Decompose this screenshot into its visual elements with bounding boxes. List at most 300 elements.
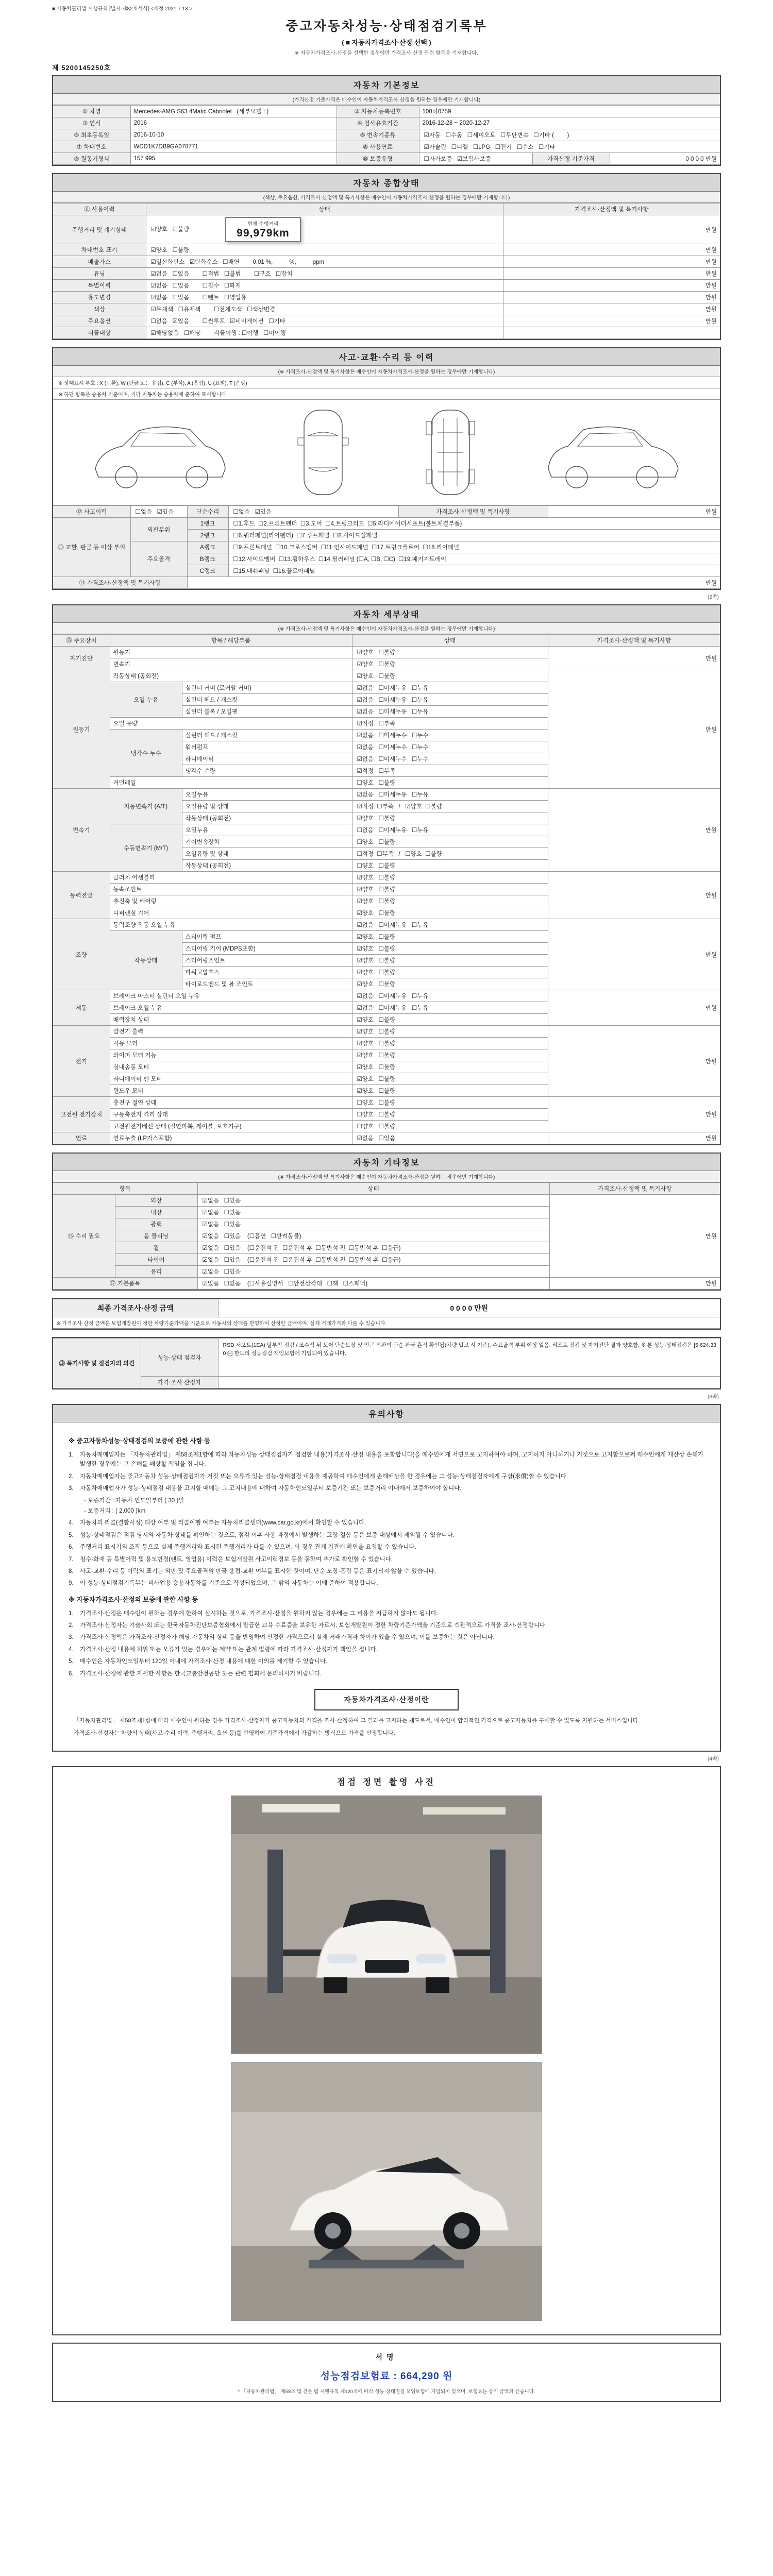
- fee-label: 성능점검보험료 :: [320, 2370, 397, 2382]
- value-cell: ☑양호 ☐불량: [352, 907, 548, 919]
- replacement-area-label: ⑬ 교환, 판금 등 이상 부위: [53, 518, 130, 577]
- current-mileage-label: 현재 주행거리: [247, 222, 279, 227]
- label-cell: 타이어: [115, 1254, 197, 1266]
- overall-status-row: [53, 256, 720, 268]
- value-cell: 실린더 커버 (로커암 커버): [182, 682, 352, 694]
- current-mileage-value: 99,979km: [237, 227, 290, 239]
- value-cell: 오일유량 및 상태: [182, 848, 352, 860]
- signature-section: [52, 2343, 721, 2402]
- remarks-row: [53, 1377, 720, 1388]
- label-cell: 동력전달: [53, 872, 110, 919]
- label-cell: 차대번호 표기: [53, 244, 146, 256]
- detail-status-row: [53, 990, 720, 1002]
- accident-history-section: [52, 347, 721, 590]
- value-cell: ☐적정 ☐부족 / ☐양호 ☐불량: [352, 848, 548, 860]
- model-year-label: ③ 연식: [53, 117, 130, 129]
- value-cell: ☑양호 ☐불량: [352, 895, 548, 907]
- value-cell: ☑해당없음 ☐해당 리콜이행 : ☐이행 ☐미이행: [146, 327, 503, 339]
- value-cell: ☑양호 ☐불량: [352, 1085, 548, 1097]
- value-cell: ☑양호 ☐불량: [352, 658, 548, 670]
- value-cell: 브레이크 마스터 실린더 오일 누유: [110, 990, 352, 1002]
- label-cell: 특별이력: [53, 280, 146, 292]
- misc-info-row: [53, 1195, 720, 1207]
- value-cell: ☑양호 ☐불량: [146, 244, 503, 256]
- label-cell: 배출가스: [53, 256, 146, 268]
- label-cell: 주행거리 및 계기상태: [53, 215, 146, 244]
- label-cell: 가격조사·산정액 및 특기사항: [398, 506, 548, 518]
- notice-item-text: 사고·교환·수리 등 이력의 표기는 외판 및 주요골격의 판금·용접·교환 여부를 표시한 것이며, 단순 도장·흠집 등은 표기되지 않을 수 있습니다.: [80, 1568, 436, 1574]
- inspection-insurance-fee: [53, 2368, 720, 2382]
- label-cell: 항목: [53, 1183, 197, 1195]
- value-cell: ☑없음 ☐있음: [197, 1266, 549, 1278]
- simple-repair-value: ☐없음 ☑있음: [228, 506, 398, 518]
- value-cell: 충전구 절연 상태: [110, 1097, 352, 1109]
- value-cell: ☑양호 ☐불량: [352, 931, 548, 943]
- value-cell: 만원: [548, 1097, 720, 1132]
- value-cell: ☑없음 ☐미세누유 ☐누유: [352, 919, 548, 931]
- value-cell: 만원: [503, 292, 720, 303]
- notice-item-text: 자동차매매업자는 중고자동차 성능·상태점검자가 거짓 또는 오류가 있는 성능·상태점검 내용을 제공하여 매수인에게 손해배상을 한 경우에는 그 성능·상태점검자에게 구상(求償)할 수 있습니다.: [80, 1473, 568, 1480]
- notice-item-text: 가격조사·산정액은 가격조사·산정자가 해당 자동차의 상태 등을 반영하여 산정한 가격으로서 실제 거래가격과 차이가 있을 수 있으며, 이를 보증하는 것은 아닙니다.: [80, 1634, 495, 1641]
- notice-subitem: - 보증거리 : ( 2,000 )km: [84, 1507, 146, 1514]
- accident-history-label: ⑫ 사고이력: [53, 506, 130, 518]
- value-cell: 만원: [548, 506, 720, 518]
- vehicle-name-label: ① 차명: [53, 106, 130, 117]
- vin-value: WDD1K7DB9GA078771: [130, 141, 337, 153]
- vehicle-name-value: Mercedes-AMG S63 4Matic Cabriolet (세부모델 : ): [130, 106, 337, 117]
- value-cell: ☑양호 ☐불량: [352, 670, 548, 682]
- base-price-value: 0 0 0 0 만원: [610, 153, 720, 165]
- overall-status-row: [53, 292, 720, 303]
- overall-status-section: [52, 173, 721, 340]
- document-subtitle: ( ■ 자동차가격조사·산정 선택 ): [342, 39, 431, 46]
- notice-item-text: 자동차의 리콜(결함시정) 대상 여부 및 리콜이행 여부는 자동차리콜센터(www.car.go.kr)에서 확인할 수 있습니다.: [80, 1520, 366, 1527]
- transmission-label: ⑥ 변속기종류: [337, 129, 419, 141]
- document-number: 제 5200145250호: [52, 64, 111, 72]
- value-cell: 브레이크 오일 누유: [110, 1002, 352, 1014]
- value-cell: ☑양호 ☐불량: [352, 812, 548, 824]
- basic-info-subtitle: (가격산정 기준가격은 매수인이 자동차가격조사·산정을 원하는 경우에만 기재합니다): [53, 94, 720, 105]
- state-header: 상태: [146, 204, 503, 215]
- overall-status-row: [53, 268, 720, 280]
- value-cell: 만원: [503, 280, 720, 292]
- overall-status-subtitle: (색상, 주요옵션, 가격조사·산정액 및 특기사항은 매수인이 자동차가격조사·산정을 원하는 경우에만 기재합니다): [53, 192, 720, 203]
- label-cell: 유리: [115, 1266, 197, 1278]
- fee-value: 664,290 원: [400, 2370, 453, 2382]
- notice-item: [69, 1579, 704, 1588]
- value-cell: 구동축전지 격리 상태: [110, 1109, 352, 1121]
- diagram-basis-note: ※ 하단 항목은 승용차 기준이며, 기타 자동차는 승용차에 준하여 표시합니다.: [53, 388, 720, 400]
- accident-history-row: [53, 577, 720, 589]
- value-cell: ☑양호 ☐불량: [352, 943, 548, 955]
- value-cell: 고전원전기배선 상태 (절연피복, 케이블, 보호기구): [110, 1121, 352, 1132]
- basic-info-row: [53, 153, 720, 165]
- notice-item-number: 2.: [69, 1622, 74, 1629]
- value-cell: 작동상태 (공회전): [182, 812, 352, 824]
- value-cell: 만원: [548, 990, 720, 1026]
- remarks-label: ⑱ 특기사항 및 점검자의 의견: [53, 1338, 141, 1388]
- car-diagram-area: [53, 400, 720, 505]
- misc-info-row: [53, 1278, 720, 1290]
- value-cell: 디퍼렌셜 기어: [110, 907, 352, 919]
- accident-history-table: [53, 505, 720, 589]
- value-cell: ☐12.사이드멤버 ☐13.휠하우스 ☐14.필러패널 (☐A, ☐B, ☐C) ☐19.패키지트레이: [228, 553, 720, 565]
- notice-item-number: 9.: [69, 1580, 74, 1587]
- value-cell: ☑없음 ☐있음 ☐침수 ☐화재: [146, 280, 503, 292]
- inspection-photos-title: 점검 정면 촬영 사진: [337, 1777, 436, 1787]
- fuel-value: ☑가솔린 ☐디젤 ☐LPG ☐전기 ☐수소 ☐기타: [419, 141, 720, 153]
- page-marker: (3쪽): [708, 1394, 719, 1400]
- label-cell: 가격조사·산정액 및 특기사항: [549, 1183, 720, 1195]
- value-cell: ☑양호 ☐불량: [352, 978, 548, 990]
- label-cell: C랭크: [187, 565, 228, 577]
- detail-status-table: [53, 634, 720, 1144]
- notice-item: [69, 1621, 704, 1630]
- label-cell: 1랭크: [187, 518, 228, 530]
- value-cell: ☑양호 ☐불량: [352, 1073, 548, 1085]
- car-diagram-right-side: [539, 406, 691, 499]
- value-cell: ☑없음 ☐있음 (☐흡연 ☐반려동물): [197, 1230, 549, 1242]
- label-cell: ⑭ 가격조사·산정액 및 특기사항: [53, 577, 187, 589]
- notice-item-text: 이 성능·상태점검기록부는 비사업용 승용자동차를 기준으로 작성되었으며, 그 밖의 자동차는 이에 준하여 적용합니다.: [80, 1580, 378, 1587]
- label-cell: 연료: [53, 1132, 110, 1144]
- label-cell: 전기: [53, 1026, 110, 1097]
- value-cell: ☑양호 ☐불량: [352, 872, 548, 884]
- value-cell: ☑적정 ☐부족: [352, 765, 548, 777]
- value-cell: 오일유량 및 상태: [182, 801, 352, 812]
- value-cell: 연료누출 (LP가스포함): [110, 1132, 352, 1144]
- value-cell: ☑양호 ☐불량: [352, 955, 548, 967]
- label-cell: ⑮ 주요장치: [53, 635, 110, 647]
- basic-info-row: [53, 106, 720, 117]
- inspection-photos-section: [52, 1766, 721, 2335]
- label-cell: 주요옵션: [53, 315, 146, 327]
- value-cell: ☑없음 ☐미세누유 ☐누유: [352, 682, 548, 694]
- value-cell: ☑없음 ☐미세누수 ☐누수: [352, 730, 548, 741]
- notice-section: [52, 1404, 721, 1752]
- value-cell: ☑없음 ☐미세누유 ☐누유: [352, 694, 548, 706]
- basic-info-row: [53, 129, 720, 141]
- value-cell: ☑양호 ☐불량: [352, 967, 548, 978]
- overall-status-row: [53, 303, 720, 315]
- label-cell: 외판부위: [130, 518, 187, 541]
- value-cell: 만원: [187, 577, 720, 589]
- warranty-type-value: ☐자가보증 ☑보험사보증: [419, 153, 532, 165]
- warranty-type-label: ⑩ 보증유형: [337, 153, 419, 165]
- notice-item-text: 가격조사·산정에 관한 자세한 사항은 한국교통안전공단 또는 관련 협회에 문의하시기 바랍니다.: [80, 1670, 322, 1677]
- value-cell: ☑없음 ☐미세누수 ☐누수: [352, 741, 548, 753]
- remarks-row: [53, 1338, 720, 1377]
- repair-needed-label: ⑯ 수리 필요: [53, 1195, 115, 1278]
- value-cell: 만원: [503, 268, 720, 280]
- plate-value: 100허0759: [419, 106, 720, 117]
- value-cell: 기어변속장치: [182, 836, 352, 848]
- current-mileage-box: [225, 217, 301, 242]
- value-cell: ☑양호 ☐불량: [352, 1014, 548, 1026]
- accident-history-subtitle: (※ 가격조사·산정액 및 특기사항은 매수인이 자동차가격조사·산정을 원하는 경우에만 기재합니다): [53, 366, 720, 377]
- notice-item-number: 5.: [69, 1532, 74, 1538]
- label-cell: 용도변경: [53, 292, 146, 303]
- detail-status-row: [53, 670, 720, 682]
- value-cell: ☑있음 ☐없음 (☐사용설명서 ☐안전삼각대 ☐잭 ☐스패너): [197, 1278, 549, 1290]
- notice-item: [69, 1450, 704, 1469]
- label-cell: 자기진단: [53, 647, 110, 670]
- model-year-value: 2016: [130, 117, 337, 129]
- value-cell: ☑없음 ☐있음: [197, 1195, 549, 1207]
- value-cell: 윈도우 모터: [110, 1085, 352, 1097]
- value-cell: 만원: [548, 919, 720, 990]
- final-price-label: 최종 가격조사·산정 금액: [53, 1299, 218, 1317]
- notice-item-number: 4.: [69, 1646, 74, 1653]
- car-diagram-top: [284, 406, 362, 499]
- final-price-table: [53, 1299, 720, 1329]
- form-reference-note: ■ 자동차관리법 시행규칙 [별지 제82호서식] <개정 2021.7.13.>: [52, 6, 193, 12]
- value-cell: ☑없음 ☐미세누유 ☐누유: [352, 789, 548, 801]
- value-cell: 냉각수 수량: [182, 765, 352, 777]
- notice-body: [53, 1422, 720, 1751]
- value-cell: 실린더 헤드 / 개스킷: [182, 730, 352, 741]
- inspection-photo-front: [231, 1796, 542, 2054]
- value-cell: 실린더 헤드 / 개스킷: [182, 694, 352, 706]
- notice-part-title: ※ 중고자동차성능·상태점검의 보증에 관한 사항 등: [69, 1437, 211, 1445]
- detail-status-row: [53, 789, 720, 801]
- label-cell: B랭크: [187, 553, 228, 565]
- value-cell: 만원: [549, 1195, 720, 1278]
- value-cell: ☐없음 ☐미세누유 ☐누유: [352, 824, 548, 836]
- final-price-value: 0 0 0 0 만원: [218, 1299, 720, 1317]
- inspector-opinion: RSD 서포트(1EA) 탈부착 점검 / 조수석 뒤 도어 단순도장 및 인근 외판의 단순 판금 흔적 확인됨(차량 입고 시 기준). 주요골격 부위 이상 없음, 리프트 점검 및 자기진단 결과 양호함. ※ 본 성능·상태점검은 [5,624,330원] 한도의 성능점검 책임보험에 가입되어 있습니다.: [218, 1338, 720, 1377]
- notice-item-text: 자동차매매업자가 성능·상태점검 내용을 고지할 때에는 그 고지내용에 대하여 자동차인도일부터 보증기간 또는 보증거리 이내에서 보증하여야 합니다.: [80, 1485, 462, 1492]
- value-cell: ☑적정 ☐부족: [352, 718, 548, 730]
- value-cell: 원동기: [110, 647, 352, 658]
- detail-status-title: 자동차 세부상태: [53, 605, 720, 623]
- notice-item-text: 가격조사·산정자는 기술사회 또는 한국자동차진단보증협회에서 발급한 교육 수료증을 보유한 자로서, 보험개발원이 정한 차량기준가액을 기준으로 객관적으로 가격을 조사·산정합니다.: [80, 1622, 547, 1629]
- document-content: [52, 4, 721, 2402]
- page-marker: (2쪽): [708, 595, 719, 600]
- overall-status-row: [53, 204, 720, 215]
- basic-items-label: ⑰ 기본품목: [53, 1278, 197, 1290]
- notice-item-number: 4.: [69, 1520, 74, 1527]
- value-cell: 만원: [503, 256, 720, 268]
- label-cell: 상태: [352, 635, 548, 647]
- value-cell: 만원: [549, 1278, 720, 1290]
- value-cell: ☐양호 ☐불량: [352, 1109, 548, 1121]
- car-diagram-underbody: [412, 406, 489, 499]
- value-cell: ☐6.쿼터패널(리어펜더) ☐7.루프패널 ☐8.사이드실패널: [228, 530, 720, 541]
- notice-part-title: ※ 자동차가격조사·산정의 보증에 관한 사항 등: [69, 1596, 198, 1603]
- label-cell: 외장: [115, 1195, 197, 1207]
- label-cell: 2랭크: [187, 530, 228, 541]
- final-price-note: ※ 가격조사·산정 금액은 보험개발원이 정한 차량기준가액을 기준으로 자동차의 상태를 반영하여 산정한 금액이며, 실제 거래가격과 다를 수 있습니다.: [53, 1317, 720, 1329]
- value-cell: 만원: [503, 215, 720, 244]
- value-cell: ☐양호 ☐불량: [352, 1097, 548, 1109]
- label-cell: 냉각수 누수: [110, 730, 182, 777]
- value-cell: 오일누유: [182, 789, 352, 801]
- value-cell: ☑양호 ☐불량: [352, 647, 548, 658]
- value-cell: 만원: [503, 244, 720, 256]
- overall-status-table: [53, 203, 720, 339]
- value-cell: 파워고압호스: [182, 967, 352, 978]
- label-cell: 광택: [115, 1218, 197, 1230]
- notice-item-text: 가격조사·산정은 매수인이 원하는 경우에 한하여 실시하는 것으로, 가격조사·산정을 원하지 않는 경우에는 그 비용을 지급하지 않아도 됩니다.: [80, 1610, 439, 1617]
- value-cell: 작동상태 (공회전): [110, 670, 352, 682]
- overall-status-row: [53, 215, 720, 244]
- basic-info-table: [53, 105, 720, 165]
- appraiser-opinion: [218, 1377, 720, 1388]
- value-cell: ☑양호 ☐불량: [352, 1038, 548, 1049]
- notice-subitem: - 보증기간 : 자동차 인도일부터 ( 30 )일: [84, 1497, 184, 1504]
- notice-item-number: 7.: [69, 1556, 74, 1563]
- label-cell: 색상: [53, 303, 146, 315]
- notice-item-number: 3.: [69, 1634, 74, 1641]
- value-cell: ☑없음 ☐있음 (☐운전석 전 ☐운전석 후 ☐동반석 전 ☐동반석 후 ☐응급): [197, 1242, 549, 1254]
- notice-item-text: 자동차매매업자는 「자동차관리법」 제58조제1항에 따라 자동차성능·상태점검자가 점검한 내용(가격조사·산정 내용을 포함합니다)을 매수인에게 서면으로 고지하여야 하며, 고지하지 아니하거나 거짓으로 고지함으로써 매수인에게 재산상 손해가 발생한 경우에는 그 손해를 배상할 책임을 집니다.: [80, 1452, 704, 1468]
- detail-status-row: [53, 1026, 720, 1038]
- basic-info-section: [52, 75, 721, 166]
- final-price-row: [53, 1299, 720, 1317]
- value-cell: 등속조인트: [110, 884, 352, 895]
- label-cell: 제동: [53, 990, 110, 1026]
- notice-item-number: 8.: [69, 1568, 74, 1574]
- value-cell: 오일 유량: [110, 718, 352, 730]
- label-cell: 주요골격: [130, 541, 187, 577]
- misc-info-subtitle: (※ 가격조사·산정액 및 특기사항은 매수인이 자동차가격조사·산정을 원하는 경우에만 기재합니다): [53, 1171, 720, 1182]
- notice-item: [69, 1669, 704, 1679]
- value-cell: 스티어링 기어 (MDPS포함): [182, 943, 352, 955]
- value-cell: ☐양호 ☐불량: [352, 1121, 548, 1132]
- inspection-photo-front-frame: [231, 1795, 542, 2054]
- first-registration-value: 2016-10-10: [130, 129, 337, 141]
- label-cell: 자동변속기 (A/T): [110, 789, 182, 824]
- notice-item: [69, 1472, 704, 1481]
- value-cell: ☑무채색 ☐유채색 ☐전체도색 ☐색상변경: [146, 303, 503, 315]
- value-cell: ☑없음 ☐미세누유 ☐누유: [352, 1002, 548, 1014]
- value-cell: 만원: [548, 1026, 720, 1097]
- value-cell: 와이퍼 모터 기능: [110, 1049, 352, 1061]
- notice-item: [69, 1518, 704, 1528]
- value-cell: 만원: [503, 303, 720, 315]
- fuel-label: ⑧ 사용연료: [337, 141, 419, 153]
- notice-item-text: 주행거리 표시기의 조작 등으로 실제 주행거리와 표시된 주행거리가 다를 수 있으며, 이 경우 관계 기관에 확인을 요청할 수 있습니다.: [80, 1544, 416, 1551]
- value-cell: 만원: [503, 315, 720, 327]
- detail-status-row: [53, 872, 720, 884]
- detail-status-row: [53, 647, 720, 658]
- value-cell: 스티어링조인트: [182, 955, 352, 967]
- value-cell: 타이로드엔드 및 볼 조인트: [182, 978, 352, 990]
- notice-item-text: 침수·화재 등 특별이력 및 용도변경(렌트, 영업용) 이력은 보험개발원 사고이력정보 등을 통하여 추가로 확인할 수 있습니다.: [80, 1556, 393, 1563]
- value-cell: ☐없음 ☑있음 ☐썬루프 ☑네비게이션 ☐기타: [146, 315, 503, 327]
- notice-item-text: 매수인은 자동차인도일부터 120일 이내에 가격조사·산정 내용에 대한 이의를 제기할 수 있습니다.: [80, 1658, 328, 1665]
- signature-label: 서명: [375, 2352, 398, 2361]
- notice-item-text: 성능·상태점검은 점검 당시의 자동차 상태를 확인하는 것으로, 점검 이후 사용 과정에서 발생하는 고장·결함 등은 보증 대상에서 제외될 수 있습니다.: [80, 1532, 455, 1538]
- notice-item: [69, 1567, 704, 1576]
- value-cell: ☐15.대쉬패널 ☐16.플로어패널: [228, 565, 720, 577]
- inspector-label: 성능·상태 점검자: [141, 1338, 218, 1377]
- overall-status-row: [53, 244, 720, 256]
- base-price-label: 가격산정 기준가격: [532, 153, 610, 165]
- value-cell: ☑적정 ☐부족 / ☑양호 ☐불량: [352, 801, 548, 812]
- value-cell: 배력장치 상태: [110, 1014, 352, 1026]
- value-cell: 변속기: [110, 658, 352, 670]
- document-title: 중고자동차성능·상태점검기록부: [285, 19, 488, 33]
- engine-type-label: ⑨ 원동기형식: [53, 153, 130, 165]
- notice-item-number: 1.: [69, 1452, 74, 1458]
- value-cell: ☑양호 ☐불량: [352, 1026, 548, 1038]
- notice-item-number: 1.: [69, 1610, 74, 1617]
- notice-item: [69, 1555, 704, 1564]
- value-cell: ☐양호 ☐불량: [352, 777, 548, 789]
- overall-status-row: [53, 315, 720, 327]
- value-cell: ☑없음 ☐있음 ☐렌트 ☐영업용: [146, 292, 503, 303]
- final-price-note-row: [53, 1317, 720, 1329]
- value-cell: ☑없음 ☐미세누유 ☐누유: [352, 990, 548, 1002]
- label-cell: 수동변속기 (M/T): [110, 824, 182, 872]
- inspection-photo-side-frame: [231, 2062, 542, 2321]
- label-cell: 상태: [197, 1183, 549, 1195]
- state-symbol-legend: ※ 상태표시 부호 : X (교환), W (판금 또는 용접), C (부식), A (흠집), U (요철), T (손상): [53, 377, 720, 388]
- basic-info-row: [53, 117, 720, 129]
- value-cell: 실내송풍 모터: [110, 1061, 352, 1073]
- label-cell: 오일 누유: [110, 682, 182, 718]
- simple-repair-label: 단순수리: [187, 506, 228, 518]
- value-cell: 오일누유: [182, 824, 352, 836]
- label-cell: 내장: [115, 1207, 197, 1218]
- value-cell: 만원: [548, 872, 720, 919]
- misc-info-title: 자동차 기타정보: [53, 1154, 720, 1171]
- value-cell: ☐양호 ☐불량: [352, 836, 548, 848]
- first-registration-label: ⑤ 최초등록일: [53, 129, 130, 141]
- value-cell: 발전기 출력: [110, 1026, 352, 1038]
- notice-item-number: 3.: [69, 1485, 74, 1492]
- value-cell: 만원: [548, 1132, 720, 1144]
- misc-info-table: [53, 1182, 720, 1290]
- value-cell: 라디에이터 팬 모터: [110, 1073, 352, 1085]
- accident-history-value: ☐없음 ☑있음: [130, 506, 187, 518]
- label-cell: 휠: [115, 1242, 197, 1254]
- basic-info-row: [53, 141, 720, 153]
- misc-info-row: [53, 1183, 720, 1195]
- page-marker: (4쪽): [708, 1756, 719, 1762]
- value-cell: ☐양호 ☐불량: [352, 860, 548, 872]
- label-cell: 항목 / 해당부품: [110, 635, 352, 647]
- detail-status-subtitle: (※ 가격조사·산정액 및 특기사항은 매수인이 자동차가격조사·산정을 원하는 경우에만 기재합니다): [53, 623, 720, 634]
- price-survey-definition-box: 자동차가격조사·산정이란: [314, 1689, 459, 1710]
- value-cell: 워터펌프: [182, 741, 352, 753]
- value-cell: 시동 모터: [110, 1038, 352, 1049]
- value-cell: [503, 327, 720, 339]
- value-cell: 라디에이터: [182, 753, 352, 765]
- label-cell: 고전원 전기장치: [53, 1097, 110, 1132]
- car-diagram-left-side: [82, 406, 234, 499]
- value-cell: ☑없음 ☐미세누유 ☐누유: [352, 706, 548, 718]
- value-cell: ☑없음 ☐있음: [197, 1218, 549, 1230]
- notice-outro-text: 가격조사·산정자는 차량의 상태(사고·수리 이력, 주행거리, 옵션 등)를 반영하여 기준가격에서 가감하는 방식으로 가격을 산정합니다.: [74, 1730, 395, 1737]
- basic-info-title: 자동차 기본정보: [53, 76, 720, 94]
- value-cell: 만원: [548, 670, 720, 789]
- notice-item: [69, 1484, 704, 1493]
- value-cell: 만원: [548, 647, 720, 670]
- inspection-photo-side: [231, 2063, 542, 2320]
- overall-status-row: [53, 327, 720, 339]
- remarks-table: [53, 1338, 720, 1388]
- detail-status-row: [53, 635, 720, 647]
- notice-outro-text: 「자동차관리법」 제58조제1항에 따라 매수인이 원하는 경우 가격조사·산정자가 중고자동차의 가격을 조사·산정하여 그 결과를 고지하는 제도로서, 매수인이 합리적인 가격으로 중고자동차를 구매할 수 있도록 지원하는 서비스입니다.: [74, 1718, 640, 1724]
- value-cell: 작동상태 (공회전): [182, 860, 352, 872]
- accident-history-row: [53, 518, 720, 530]
- value-cell: 클러치 어셈블리: [110, 872, 352, 884]
- label-cell: A랭크: [187, 541, 228, 553]
- value-cell: ☑일산화탄소 ☑탄화수소 ☐매연 0.01 %, %, ppm: [146, 256, 503, 268]
